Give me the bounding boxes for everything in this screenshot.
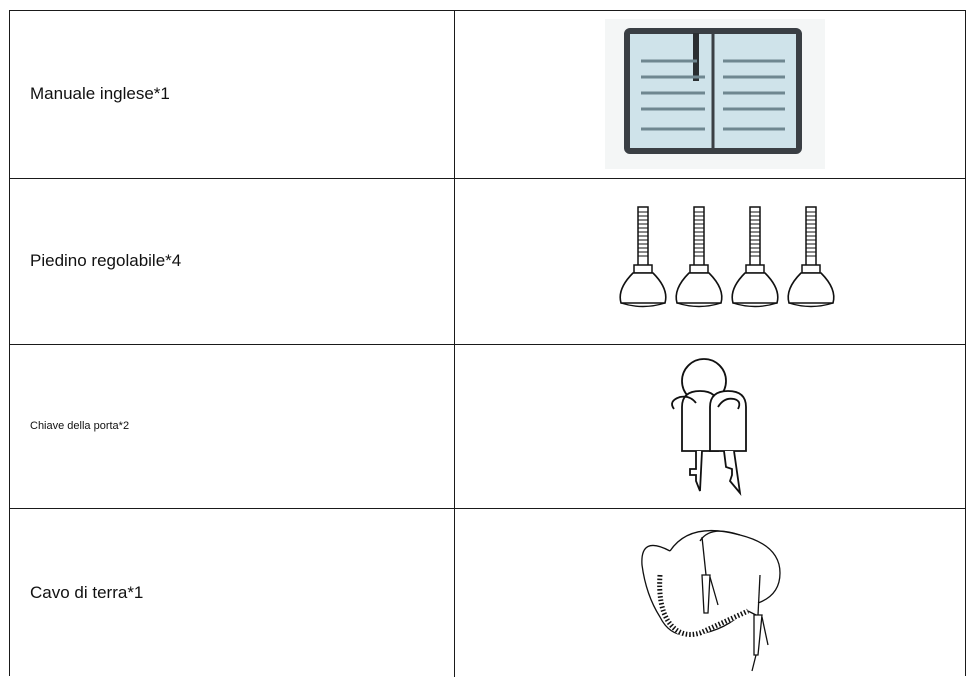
table-row [10,179,965,345]
item-label: Piedino regolabile*4 [30,251,182,271]
table-row [10,11,965,179]
adjustable-foot-icon [605,203,845,323]
item-label: Cavo di terra*1 [30,582,144,602]
item-image-cell [455,179,965,344]
table-row [10,345,965,509]
table-row [10,509,965,677]
item-name-cell [10,509,455,677]
item-name-cell [10,179,455,344]
item-label: Chiave della porta*2 [30,419,130,432]
item-name-cell [10,11,455,178]
item-image-cell [455,509,965,677]
item-image-cell [455,345,965,508]
item-label: Manuale inglese*1 [30,84,170,104]
item-name-cell [10,345,455,508]
item-image-cell [455,11,965,178]
accessories-table [9,10,966,676]
ground-cable-icon [630,515,800,675]
door-key-icon [660,351,770,501]
manual-book-icon [605,19,825,169]
